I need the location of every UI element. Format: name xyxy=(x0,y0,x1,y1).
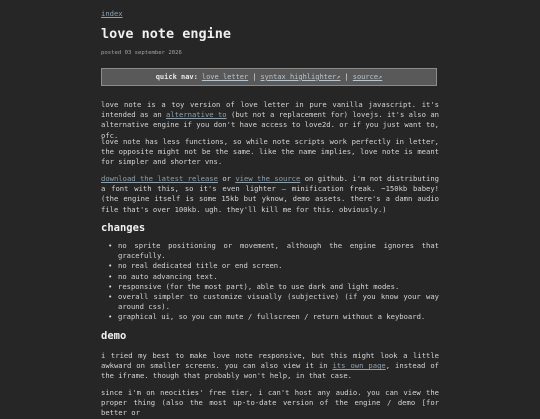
bullet: • xyxy=(108,271,113,281)
download-release-link[interactable]: download the latest release xyxy=(101,174,218,183)
demo-text: i tried my best to make love note responsive, but this might look a little awkward on smaller screens. you can also view it in xyxy=(101,351,439,371)
changes-list xyxy=(101,241,439,323)
demo-heading: demo xyxy=(101,330,127,342)
bullet: • xyxy=(108,281,113,291)
list-item-text: overall simpler to customize visually (subjective) (if you know your way around css). xyxy=(118,292,439,312)
posted-date: posted 03 september 2026 xyxy=(101,50,182,56)
list-item-text: graphical ui, so you can mute / fullscreen / return without a keyboard. xyxy=(118,312,426,322)
intro-text: (but not a replacement for) lovejs. it's also an alternative engine if you don't have access to love2d. or if you just want to, ofc. xyxy=(101,110,439,140)
intro-text: on github. i'm not distributing a font with this, so it's even lighter — minification freak. ~150kb babey! (the engine itself is some 15kb but yknow, demo assets. there's a damn audio file that's over 100kb. ugh. they'll kill me for this. obviously.) xyxy=(101,174,439,214)
list-item-text: no auto advancing text. xyxy=(118,271,218,281)
quick-nav xyxy=(101,68,437,86)
list-item xyxy=(101,282,439,292)
demo-paragraph-2: since i'm on neocities' free tier, i can't host any audio. you can view the proper thing (also the most up-to-date version of the engine / demo [for better or xyxy=(101,388,439,418)
intro-text: love note is a toy version of love letter in pure vanilla javascript. it's intended as an xyxy=(101,100,439,120)
view-source-link[interactable]: view the source xyxy=(235,174,301,183)
list-item xyxy=(101,241,439,261)
alternative-to-link[interactable]: alternative to xyxy=(166,110,227,120)
demo-text: , instead of the iframe. though that probably won't help, in that case. xyxy=(101,361,439,381)
bullet: • xyxy=(108,261,113,271)
quick-nav-love-letter-link[interactable]: love letter xyxy=(201,72,249,81)
bullet: • xyxy=(108,241,113,250)
intro-paragraph-1 xyxy=(101,100,439,141)
bullet: • xyxy=(108,312,113,322)
list-item xyxy=(101,272,439,282)
intro-paragraph-3 xyxy=(101,174,439,215)
intro-paragraph-2: love note has less functions, so while note scripts work perfectly in letter, the opposite might not be the same. like the name implies, love note is meant for simpler and shorter vns. xyxy=(101,137,439,167)
bullet: • xyxy=(108,292,113,302)
changes-heading: changes xyxy=(101,222,146,234)
demo-paragraph-1 xyxy=(101,351,439,382)
quick-nav-separator: | xyxy=(344,72,349,81)
list-item xyxy=(101,261,439,271)
quick-nav-separator: | xyxy=(252,72,257,81)
list-item xyxy=(101,292,439,312)
list-item-text: no real dedicated title or end screen. xyxy=(118,261,283,271)
list-item-text: responsive (for the most part), able to use dark and light modes. xyxy=(118,281,400,291)
quick-nav-label: quick nav: xyxy=(155,72,198,81)
own-page-link[interactable]: its own page xyxy=(332,361,386,371)
intro-text: or xyxy=(217,174,236,183)
quick-nav-source-link[interactable]: source↗ xyxy=(352,72,383,81)
page-title: love note engine xyxy=(101,26,232,42)
list-item xyxy=(101,312,439,322)
quick-nav-syntax-highlighter-link[interactable]: syntax highlighter↗ xyxy=(260,72,341,81)
list-item-text: no sprite positioning or movement, although the engine ignores that gracefully. xyxy=(118,241,439,261)
breadcrumb-index-link[interactable]: index xyxy=(101,9,123,18)
